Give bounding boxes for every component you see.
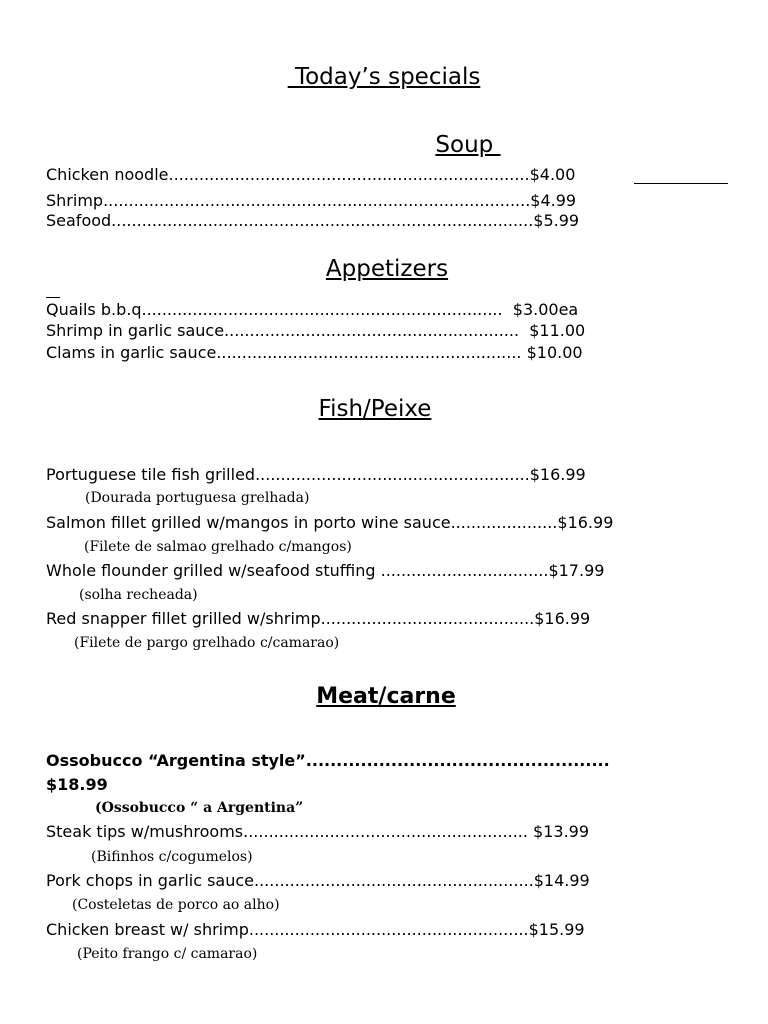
page-title: Today’s specials xyxy=(287,64,481,90)
meat-item-chicken-breast: Chicken breast w/ shrimp.......................................................$15.99 xyxy=(46,920,585,939)
short-rule xyxy=(46,297,60,298)
soup-item-seafood: Seafood...................................................................................$5.99 xyxy=(46,211,580,230)
fish-note-salmon: (Filete de salmao grelhado c/mangos) xyxy=(84,539,352,555)
meat-note-pork-chops: (Costeletas de porco ao alho) xyxy=(72,897,280,913)
appetizer-item-shrimp-garlic: Shrimp in garlic sauce.......................................................... $11.00 xyxy=(46,321,586,340)
appetizers-heading: Appetizers xyxy=(325,256,449,282)
soup-item-shrimp: Shrimp....................................................................................$4.99 xyxy=(46,191,577,210)
meat-item-ossobucco: Ossobucco “Argentina style”.................................................. xyxy=(46,751,610,770)
underline-rule xyxy=(634,183,728,184)
fish-note-flounder: (solha recheada) xyxy=(79,587,198,603)
fish-note-red-snapper: (Filete de pargo grelhado c/camarao) xyxy=(74,635,340,651)
meat-item-steak-tips: Steak tips w/mushrooms........................................................ $13.99 xyxy=(46,822,590,841)
meat-heading: Meat/carne xyxy=(316,684,456,709)
appetizer-item-clams-garlic: Clams in garlic sauce............................................................ $10.00 xyxy=(46,343,583,362)
fish-item-salmon: Salmon fillet grilled w/mangos in porto wine sauce.....................$16.99 xyxy=(46,513,614,532)
appetizer-item-quails: Quails b.b.q....................................................................... $3.00ea xyxy=(46,300,579,319)
meat-note-chicken-breast: (Peito frango c/ camarao) xyxy=(77,946,258,962)
meat-note-steak-tips: (Bifinhos c/cogumelos) xyxy=(91,849,253,865)
meat-note-ossobucco: (Ossobucco “ a Argentina” xyxy=(95,800,304,816)
fish-item-red-snapper: Red snapper fillet grilled w/shrimp..........................................$16.99 xyxy=(46,609,591,628)
meat-item-pork-chops: Pork chops in garlic sauce.......................................................$14.99 xyxy=(46,871,590,890)
fish-item-flounder: Whole flounder grilled w/seafood stuffing .................................$17.99 xyxy=(46,561,605,580)
soup-heading: Soup xyxy=(435,132,501,158)
meat-item-ossobucco-price: $18.99 xyxy=(46,775,108,794)
fish-note-tile-fish: (Dourada portuguesa grelhada) xyxy=(85,490,310,506)
fish-heading: Fish/Peixe xyxy=(318,396,432,422)
fish-item-tile-fish: Portuguese tile fish grilled......................................................$16.99 xyxy=(46,465,586,484)
soup-item-chicken-noodle: Chicken noodle.......................................................................$4.00 xyxy=(46,165,576,184)
